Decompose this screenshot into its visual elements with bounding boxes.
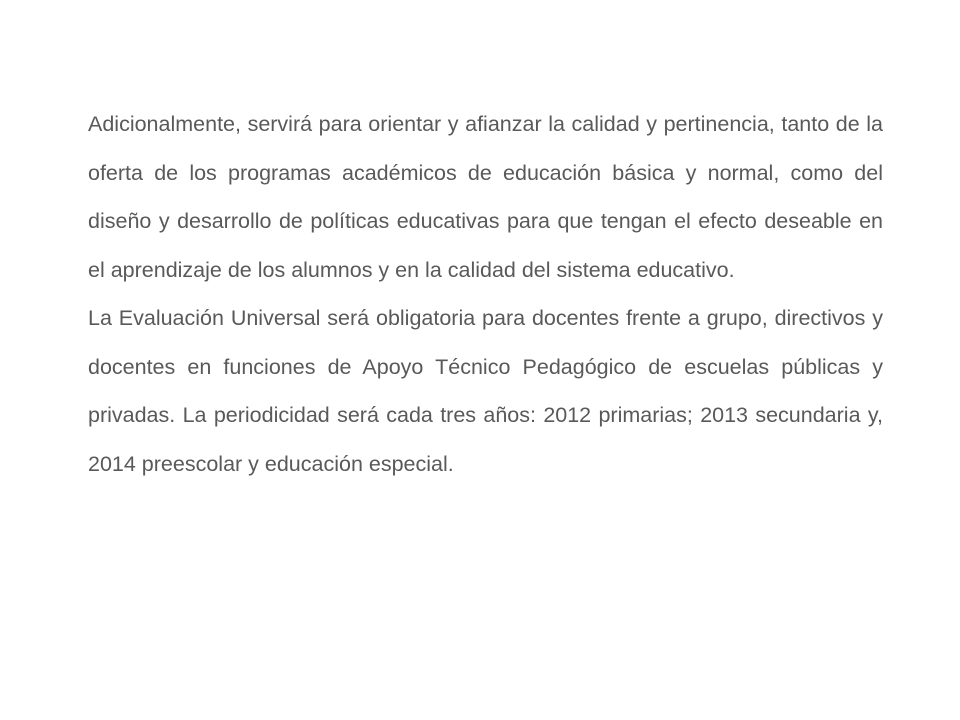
paragraph-evaluation-schedule: La Evaluación Universal será obligatoria para docentes frente a grupo, directivos y docentes en funciones de Apoyo Técnico Pedagógico de escuelas públicas y privadas. La periodicidad será cada tres años: 2012 primarias; 2013 secundaria y, 2014 preescolar y educación especial. [88,306,883,476]
slide-body-text [88,100,883,488]
paragraph-purpose: Adicionalmente, servirá para orientar y afianzar la calidad y pertinencia, tanto de la oferta de los programas académicos de educación básica y normal, como del diseño y desarrollo de políticas educativas para que tengan el efecto deseable en el aprendizaje de los alumnos y en la calidad del sistema educativo. [88,112,883,282]
